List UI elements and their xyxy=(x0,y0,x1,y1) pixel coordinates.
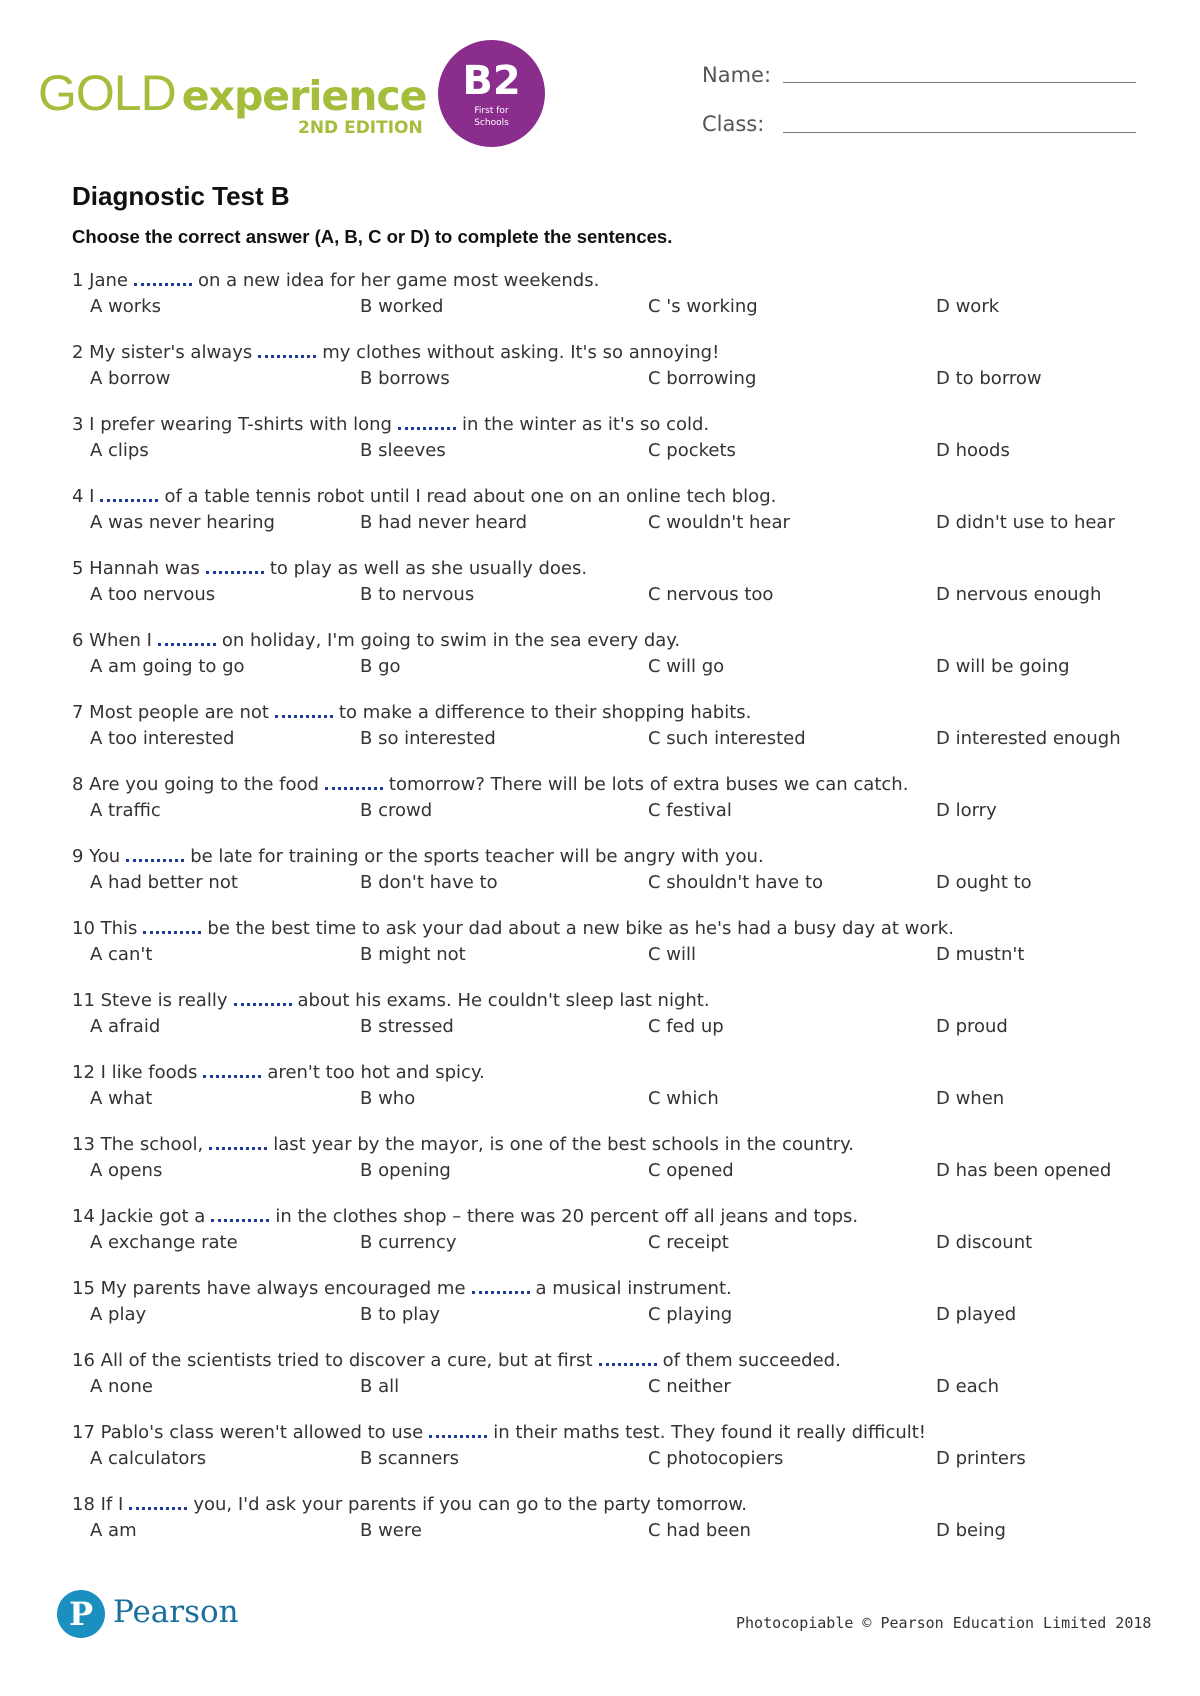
option-d[interactable]: D mustn't xyxy=(936,944,1025,965)
question-stem xyxy=(72,1350,841,1371)
class-line[interactable] xyxy=(783,132,1136,133)
option-b[interactable]: B don't have to xyxy=(360,872,498,893)
badge-level: B2 xyxy=(462,58,521,104)
question-text-before: 18 If I xyxy=(72,1494,124,1515)
option-b[interactable]: B go xyxy=(360,656,401,677)
option-d[interactable]: D hoods xyxy=(936,440,1010,461)
question-item xyxy=(72,1494,1152,1566)
option-b[interactable]: B opening xyxy=(360,1160,451,1181)
option-d[interactable]: D played xyxy=(936,1304,1017,1325)
question-text-after: aren't too hot and spicy. xyxy=(267,1062,485,1083)
answer-blank[interactable] xyxy=(398,415,456,430)
answer-blank[interactable] xyxy=(209,1135,267,1150)
question-item xyxy=(72,558,1152,630)
badge-sub-line2: Schools xyxy=(474,118,509,128)
option-b[interactable]: B to nervous xyxy=(360,584,475,605)
option-a[interactable]: A opens xyxy=(90,1160,163,1181)
question-item xyxy=(72,1350,1152,1422)
question-item xyxy=(72,918,1152,990)
question-text-after: my clothes without asking. It's so annoying! xyxy=(322,342,720,363)
question-stem xyxy=(72,1134,854,1155)
option-a[interactable]: A am xyxy=(90,1520,137,1541)
option-b[interactable]: B crowd xyxy=(360,800,433,821)
question-text-before: 14 Jackie got a xyxy=(72,1206,206,1227)
question-text-before: 8 Are you going to the food xyxy=(72,774,319,795)
answer-blank[interactable] xyxy=(599,1351,657,1366)
option-d[interactable]: D when xyxy=(936,1088,1005,1109)
question-stem xyxy=(72,1494,747,1515)
question-text-before: 12 I like foods xyxy=(72,1062,198,1083)
question-stem xyxy=(72,342,719,363)
option-a[interactable]: A none xyxy=(90,1376,153,1397)
question-text-after: of a table tennis robot until I read about one on an online tech blog. xyxy=(164,486,777,507)
level-badge xyxy=(438,40,545,147)
badge-sub-line1: First for xyxy=(474,106,509,116)
answer-blank[interactable] xyxy=(203,1063,261,1078)
option-a[interactable]: A can't xyxy=(90,944,153,965)
option-c[interactable]: C shouldn't have to xyxy=(648,872,824,893)
question-stem xyxy=(72,630,680,651)
answer-blank[interactable] xyxy=(472,1279,530,1294)
option-b[interactable]: B scanners xyxy=(360,1448,460,1469)
option-a[interactable]: A traffic xyxy=(90,800,161,821)
question-text-before: 3 I prefer wearing T-shirts with long xyxy=(72,414,392,435)
question-item xyxy=(72,630,1152,702)
question-stem xyxy=(72,270,599,291)
option-b[interactable]: B so interested xyxy=(360,728,496,749)
option-a[interactable]: A calculators xyxy=(90,1448,207,1469)
question-text-before: 13 The school, xyxy=(72,1134,204,1155)
option-c[interactable]: C festival xyxy=(648,800,732,821)
question-text-before: 1 Jane xyxy=(72,270,128,291)
question-text-after: on a new idea for her game most weekends. xyxy=(198,270,600,291)
option-d[interactable]: D didn't use to hear xyxy=(936,512,1115,533)
question-list xyxy=(72,270,1152,1566)
question-stem xyxy=(72,486,776,507)
gold-experience-logo xyxy=(38,65,427,138)
option-d[interactable]: D work xyxy=(936,296,1000,317)
option-c[interactable]: C playing xyxy=(648,1304,733,1325)
question-stem xyxy=(72,1062,485,1083)
question-stem xyxy=(72,774,908,795)
option-a[interactable]: A too nervous xyxy=(90,584,216,605)
option-a[interactable]: A had better not xyxy=(90,872,238,893)
option-b[interactable]: B had never heard xyxy=(360,512,528,533)
question-stem xyxy=(72,1278,732,1299)
option-c[interactable]: C wouldn't hear xyxy=(648,512,790,533)
question-stem xyxy=(72,918,954,939)
answer-blank[interactable] xyxy=(429,1423,487,1438)
question-text-before: 17 Pablo's class weren't allowed to use xyxy=(72,1422,424,1443)
option-c[interactable]: C such interested xyxy=(648,728,806,749)
option-a[interactable]: A clips xyxy=(90,440,149,461)
question-text-after: last year by the mayor, is one of the best schools in the country. xyxy=(273,1134,854,1155)
answer-blank[interactable] xyxy=(100,487,158,502)
option-d[interactable]: D discount xyxy=(936,1232,1033,1253)
question-text-after: a musical instrument. xyxy=(535,1278,732,1299)
question-text-before: 11 Steve is really xyxy=(72,990,228,1011)
question-text-after: of them succeeded. xyxy=(662,1350,841,1371)
option-b[interactable]: B all xyxy=(360,1376,400,1397)
option-a[interactable]: A was never hearing xyxy=(90,512,275,533)
question-item xyxy=(72,1278,1152,1350)
copyright-text: Photocopiable © Pearson Education Limited 2018 xyxy=(736,1614,1152,1632)
question-item xyxy=(72,1206,1152,1278)
question-item xyxy=(72,1134,1152,1206)
question-stem xyxy=(72,414,709,435)
option-d[interactable]: D to borrow xyxy=(936,368,1042,389)
question-text-after: about his exams. He couldn't sleep last night. xyxy=(297,990,710,1011)
option-b[interactable]: B stressed xyxy=(360,1016,454,1037)
question-stem xyxy=(72,990,710,1011)
option-d[interactable]: D each xyxy=(936,1376,999,1397)
question-text-after: be the best time to ask your dad about a new bike as he's had a busy day at work. xyxy=(207,918,954,939)
question-text-after: in their maths test. They found it really difficult! xyxy=(493,1422,927,1443)
question-text-after: on holiday, I'm going to swim in the sea every day. xyxy=(221,630,681,651)
question-item xyxy=(72,414,1152,486)
answer-blank[interactable] xyxy=(258,343,316,358)
question-stem xyxy=(72,1206,858,1227)
option-d[interactable]: D being xyxy=(936,1520,1006,1541)
option-a[interactable]: A am going to go xyxy=(90,656,245,677)
answer-blank[interactable] xyxy=(206,559,264,574)
question-stem xyxy=(72,1422,926,1443)
option-c[interactable]: C fed up xyxy=(648,1016,724,1037)
name-line[interactable] xyxy=(783,82,1136,83)
option-a[interactable]: A borrow xyxy=(90,368,171,389)
option-d[interactable]: D ought to xyxy=(936,872,1032,893)
option-b[interactable]: B currency xyxy=(360,1232,457,1253)
option-d[interactable]: D proud xyxy=(936,1016,1008,1037)
option-c[interactable]: C 's working xyxy=(648,296,758,317)
question-item xyxy=(72,774,1152,846)
answer-blank[interactable] xyxy=(134,271,192,286)
question-text-before: 6 When I xyxy=(72,630,152,651)
question-text-after: in the clothes shop – there was 20 percent off all jeans and tops. xyxy=(275,1206,859,1227)
logo-gold-text: GOLD xyxy=(38,65,176,121)
class-label: Class: xyxy=(702,112,765,136)
test-instruction: Choose the correct answer (A, B, C or D) to complete the sentences. xyxy=(72,226,673,247)
option-b[interactable]: B might not xyxy=(360,944,466,965)
pearson-brand: Pearson xyxy=(113,1594,239,1630)
option-a[interactable]: A works xyxy=(90,296,161,317)
option-b[interactable]: B worked xyxy=(360,296,444,317)
question-item xyxy=(72,1062,1152,1134)
option-c[interactable]: C photocopiers xyxy=(648,1448,784,1469)
option-b[interactable]: B to play xyxy=(360,1304,440,1325)
option-a[interactable]: A what xyxy=(90,1088,153,1109)
option-d[interactable]: D has been opened xyxy=(936,1160,1112,1181)
option-d[interactable]: D printers xyxy=(936,1448,1026,1469)
question-text-after: to make a difference to their shopping habits. xyxy=(338,702,752,723)
question-item xyxy=(72,270,1152,342)
option-c[interactable]: C receipt xyxy=(648,1232,729,1253)
option-d[interactable]: D lorry xyxy=(936,800,997,821)
question-text-after: you, I'd ask your parents if you can go to the party tomorrow. xyxy=(193,1494,748,1515)
answer-blank[interactable] xyxy=(129,1495,187,1510)
option-a[interactable]: A too interested xyxy=(90,728,235,749)
question-text-after: in the winter as it's so cold. xyxy=(461,414,710,435)
logo-experience-text: experience xyxy=(181,72,427,120)
option-b[interactable]: B borrows xyxy=(360,368,450,389)
question-text-before: 16 All of the scientists tried to discover a cure, but at first xyxy=(72,1350,593,1371)
option-c[interactable]: C will go xyxy=(648,656,725,677)
question-stem xyxy=(72,558,587,579)
answer-blank[interactable] xyxy=(275,703,333,718)
answer-blank[interactable] xyxy=(143,919,201,934)
answer-blank[interactable] xyxy=(211,1207,269,1222)
question-stem xyxy=(72,846,764,867)
question-item xyxy=(72,702,1152,774)
question-item xyxy=(72,486,1152,558)
name-label: Name: xyxy=(702,63,772,87)
option-c[interactable]: C pockets xyxy=(648,440,736,461)
option-b[interactable]: B sleeves xyxy=(360,440,446,461)
option-b[interactable]: B who xyxy=(360,1088,416,1109)
option-c[interactable]: C had been xyxy=(648,1520,751,1541)
question-stem xyxy=(72,702,751,723)
option-c[interactable]: C opened xyxy=(648,1160,734,1181)
option-d[interactable]: D interested enough xyxy=(936,728,1121,749)
option-a[interactable]: A afraid xyxy=(90,1016,161,1037)
question-text-after: tomorrow? There will be lots of extra buses we can catch. xyxy=(388,774,909,795)
answer-blank[interactable] xyxy=(126,847,184,862)
question-text-before: 10 This xyxy=(72,918,138,939)
question-text-after: be late for training or the sports teacher will be angry with you. xyxy=(190,846,764,867)
question-text-before: 4 I xyxy=(72,486,95,507)
question-item xyxy=(72,1422,1152,1494)
option-c[interactable]: C nervous too xyxy=(648,584,774,605)
answer-blank[interactable] xyxy=(158,631,216,646)
question-text-before: 5 Hannah was xyxy=(72,558,200,579)
option-c[interactable]: C which xyxy=(648,1088,719,1109)
question-item xyxy=(72,846,1152,918)
test-title: Diagnostic Test B xyxy=(72,181,290,211)
pearson-logo-icon: P xyxy=(57,1590,105,1638)
question-text-before: 9 You xyxy=(72,846,121,867)
option-c[interactable]: C will xyxy=(648,944,697,965)
option-a[interactable]: A play xyxy=(90,1304,147,1325)
question-text-before: 15 My parents have always encouraged me xyxy=(72,1278,466,1299)
option-c[interactable]: C neither xyxy=(648,1376,731,1397)
option-a[interactable]: A exchange rate xyxy=(90,1232,238,1253)
question-text-before: 7 Most people are not xyxy=(72,702,269,723)
option-d[interactable]: D nervous enough xyxy=(936,584,1102,605)
option-b[interactable]: B were xyxy=(360,1520,422,1541)
question-text-before: 2 My sister's always xyxy=(72,342,253,363)
option-c[interactable]: C borrowing xyxy=(648,368,757,389)
answer-blank[interactable] xyxy=(325,775,383,790)
answer-blank[interactable] xyxy=(234,991,292,1006)
logo-edition-text: 2ND EDITION xyxy=(298,118,423,138)
question-item xyxy=(72,990,1152,1062)
question-text-after: to play as well as she usually does. xyxy=(269,558,588,579)
option-d[interactable]: D will be going xyxy=(936,656,1070,677)
question-item xyxy=(72,342,1152,414)
